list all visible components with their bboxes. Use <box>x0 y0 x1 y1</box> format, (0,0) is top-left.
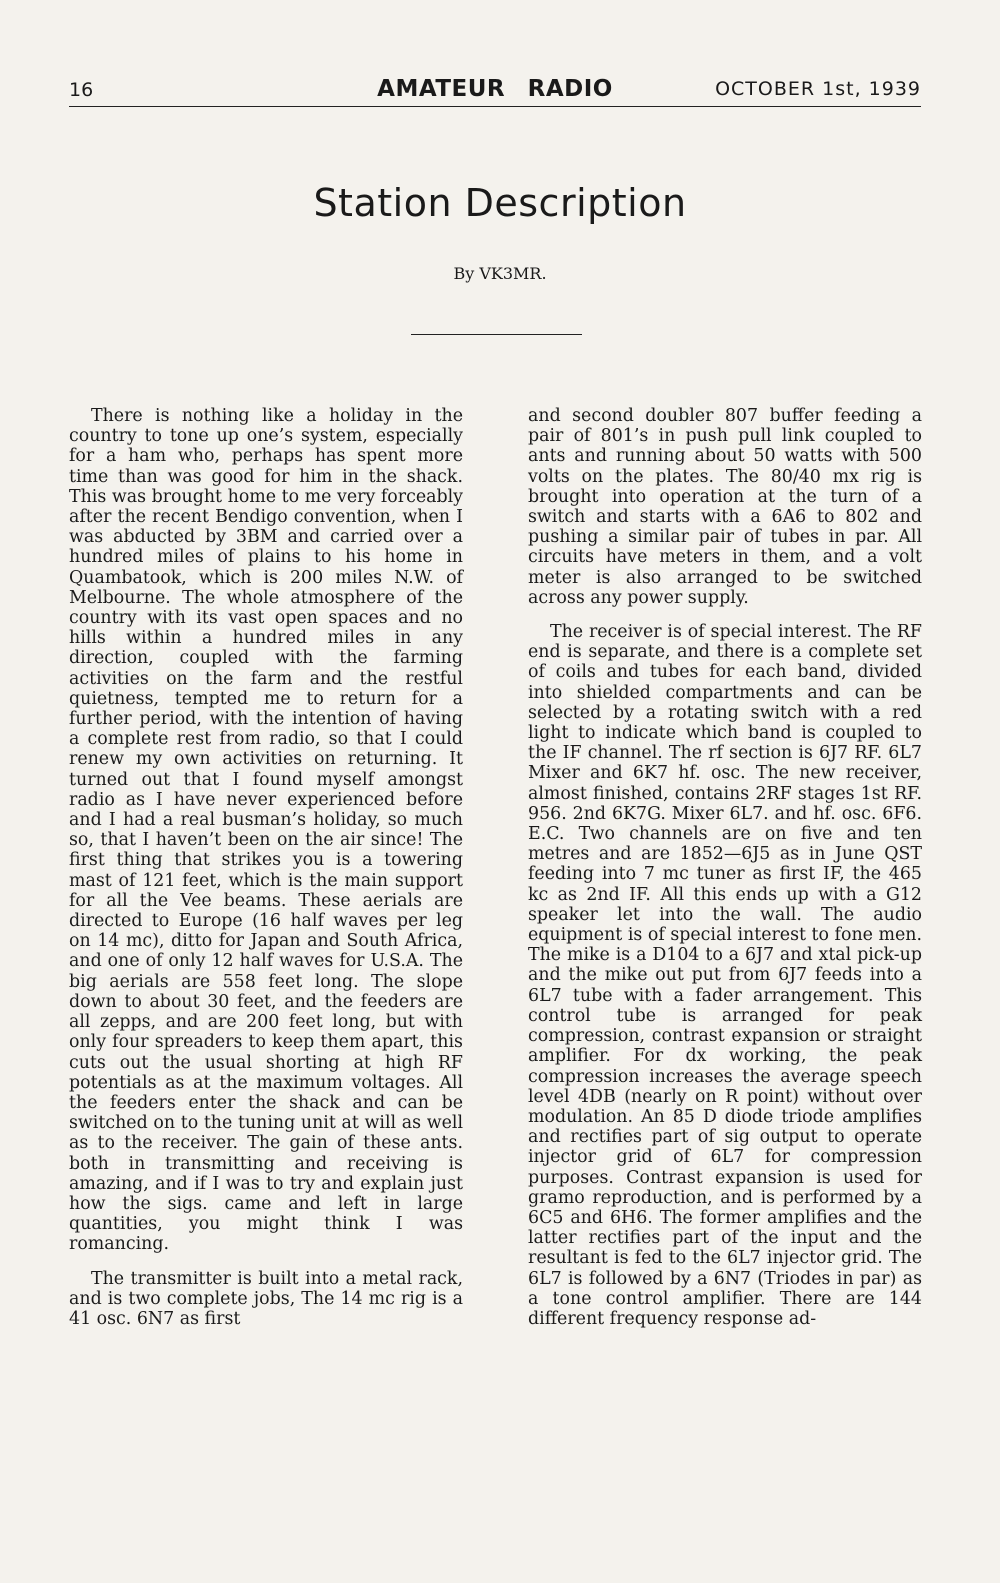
running-header <box>69 76 921 107</box>
left-column <box>69 406 463 1343</box>
article-title: Station Description <box>313 181 687 225</box>
title-divider <box>411 334 582 335</box>
issue-date: OCTOBER 1st, 1939 <box>715 78 921 100</box>
paragraph: The receiver is of special interest. The RF end is separate, and there is a complete set of coils and tubes for each band, divided into shielded compartments and can be selected by a rotating switch with a red light to indicate which band is coupled to the IF channel. The rf section is 6J7 RF. 6L7 Mixer and 6K7 hf. osc. The new receiver, almost finished, contains 2RF stages 1st RF. 956. 2nd 6K7G. Mixer 6L7. and hf. osc. 6F6. E.C. Two channels are on five and ten metres and are 1852—6J5 as in June QST feeding into 7 mc tuner as first IF, the 465 kc as 2nd IF. All this ends up with a G12 speaker let into the wall. The audio equipment is of special interest to fone men. The mike is a D104 to a 6J7 and xtal pick-up and the mike out put from 6J7 feeds into a 6L7 tube with a fader arrangement. This control tube is arranged for peak compression, contrast expansion or straight amplifier. For dx working, the peak compression increases the average speech level 4DB (nearly on R point) without over modulation. An 85 D diode triode amplifies and rectifies part of sig output to operate injector grid of 6L7 for compression purposes. Contrast expansion is used for gramo reproduction, and is performed by a 6C5 and 6H6. The former amplifies and the latter rectifies part of the input and the resultant is fed to the 6L7 injector grid. The 6L7 is followed by a 6N7 (Triodes in par) as a tone control amplifier. There are 144 different frequency response ad- <box>528 622 922 1329</box>
magazine-title: AMATEUR RADIO <box>377 76 613 102</box>
page-number: 16 <box>69 79 94 101</box>
paragraph: There is nothing like a holiday in the country to tone up one’s system, especially for a ham who, perhaps has spent more time than was good for him in the shack. This was brought home to me very forceably after the recent Bendigo convention, when I was abducted by 3BM and carried over a hundred miles of plains to his home in Quambatook, which is 200 miles N.W. of Melbourne. The whole atmosphere of the country with its vast open spaces and no hills within a hundred miles in any direction, coupled with the farming activities on the farm and the restful quietness, tempted me to return for a further period, with the intention of having a complete rest from radio, so that I could renew my own activities on returning. It turned out that I found myself amongst radio as I have never experienced before and I had a real busman’s holiday, so much so, that I haven’t been on the air since! The first thing that strikes you is a towering mast of 121 feet, which is the main support for all the Vee beams. These aerials are directed to Europe (16 half waves per leg on 14 mc), ditto for Japan and South Africa, and one of only 12 half waves for U.S.A. The big aerials are 558 feet long. The slope down to about 30 feet, and the feeders are all zepps, and are 200 feet long, but with only four spreaders to keep them apart, this cuts out the usual shorting at high RF potentials as at the maximum voltages. All the feeders enter the shack and can be switched on to the tuning unit at will as well as to the receiver. The gain of these ants. both in transmitting and receiving is amazing, and if I was to try and explain just how the sigs. came and left in large quantities, you might think I was romancing. <box>69 406 463 1255</box>
paragraph: The transmitter is built into a metal rack, and is two complete jobs, The 14 mc rig is a 41 osc. 6N7 as first <box>69 1268 463 1329</box>
paragraph: and second doubler 807 buffer feeding a pair of 801’s in push pull link coupled to ants and running about 50 watts with 500 volts on the plates. The 80/40 mx rig is brought into operation at the turn of a switch and starts with a 6A6 to 802 and pushing a similar pair of tubes in par. All circuits have meters in them, and a volt meter is also arranged to be switched across any power supply. <box>528 406 922 608</box>
right-column <box>528 406 922 1343</box>
article-byline: By VK3MR. <box>453 264 547 283</box>
